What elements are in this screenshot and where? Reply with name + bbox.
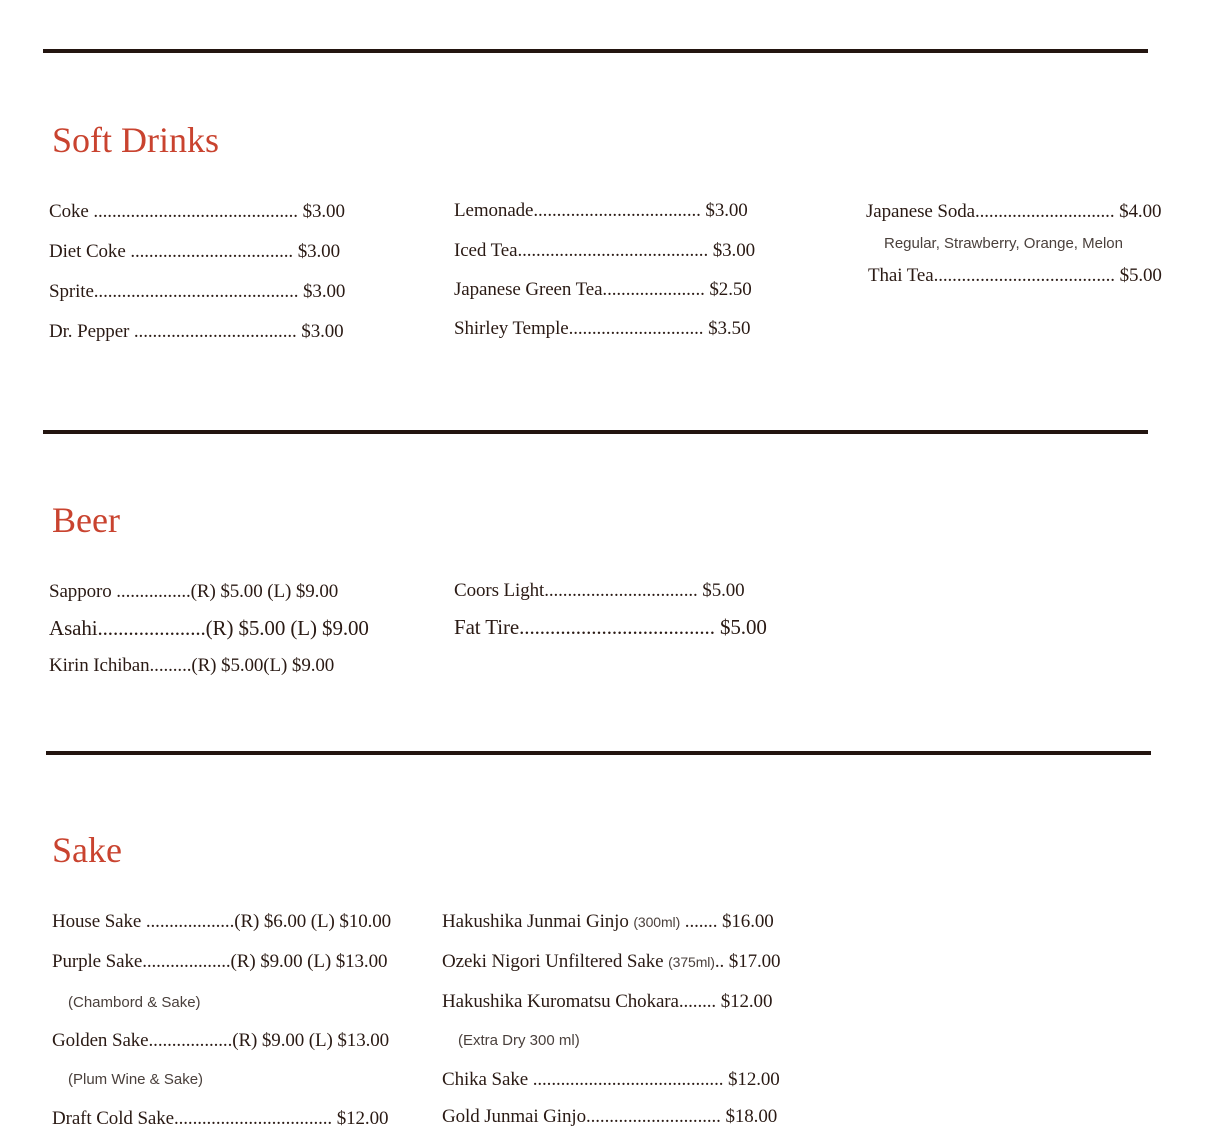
menu-item-sapporo: Sapporo ................(R) $5.00 (L) $9.00 bbox=[49, 581, 339, 602]
hakushika-junmai-ginjo-size: (300ml) bbox=[633, 914, 681, 930]
menu-item-gold-junmai-ginjo: Gold Junmai Ginjo............................. $18.00 bbox=[442, 1106, 778, 1127]
menu-item-purple-sake: Purple Sake...................(R) $9.00 (L) $13.00 bbox=[52, 951, 388, 972]
menu-item-japanese-green-tea: Japanese Green Tea...................... $2.50 bbox=[454, 279, 752, 300]
divider-middle bbox=[43, 430, 1148, 434]
section-title-beer: Beer bbox=[52, 500, 120, 540]
menu-item-hakushika-junmai-ginjo bbox=[442, 910, 774, 934]
menu-item-iced-tea: Iced Tea......................................... $3.00 bbox=[454, 240, 755, 261]
divider-top bbox=[43, 49, 1148, 53]
golden-sake-note: (Plum Wine & Sake) bbox=[68, 1071, 204, 1088]
menu-item-golden-sake: Golden Sake..................(R) $9.00 (L) $13.00 bbox=[52, 1030, 390, 1051]
menu-item-draft-cold-sake: Draft Cold Sake.................................. $12.00 bbox=[52, 1108, 389, 1129]
menu-item-shirley-temple: Shirley Temple............................. $3.50 bbox=[454, 318, 751, 339]
menu-item-lemonade: Lemonade.................................... $3.00 bbox=[454, 200, 748, 221]
menu-item-sprite: Sprite............................................ $3.00 bbox=[49, 281, 346, 302]
hakushika-junmai-ginjo-name: Hakushika Junmai Ginjo bbox=[442, 911, 634, 932]
menu-item-fat-tire: Fat Tire...................................... $5.00 bbox=[454, 615, 767, 639]
menu-item-thai-tea: Thai Tea....................................... $5.00 bbox=[868, 265, 1162, 286]
menu-item-kirin-ichiban: Kirin Ichiban.........(R) $5.00(L) $9.00 bbox=[49, 655, 335, 676]
menu-item-japanese-soda: Japanese Soda.............................. $4.00 bbox=[866, 201, 1162, 222]
menu-item-diet-coke: Diet Coke ................................... $3.00 bbox=[49, 241, 340, 262]
menu-item-hakushika-kuromatsu: Hakushika Kuromatsu Chokara........ $12.00 bbox=[442, 991, 773, 1012]
ozeki-nigori-size: (375ml) bbox=[668, 954, 715, 970]
ozeki-nigori-price: .. $17.00 bbox=[714, 951, 781, 972]
ozeki-nigori-name: Ozeki Nigori Unfiltered Sake bbox=[442, 951, 669, 972]
section-title-soft-drinks: Soft Drinks bbox=[52, 120, 220, 160]
purple-sake-note: (Chambord & Sake) bbox=[68, 994, 201, 1011]
menu-item-dr-pepper: Dr. Pepper ................................... $3.00 bbox=[49, 321, 344, 342]
menu-item-coke: Coke ............................................ $3.00 bbox=[49, 201, 345, 222]
divider-bottom bbox=[46, 751, 1151, 755]
hakushika-junmai-ginjo-price: ....... $16.00 bbox=[680, 911, 774, 932]
menu-item-house-sake: House Sake ...................(R) $6.00 (L) $10.00 bbox=[52, 911, 392, 932]
menu-item-ozeki-nigori bbox=[442, 950, 780, 974]
japanese-soda-flavors: Regular, Strawberry, Orange, Melon bbox=[884, 235, 1123, 252]
section-title-sake: Sake bbox=[52, 830, 122, 870]
kuromatsu-note: (Extra Dry 300 ml) bbox=[458, 1032, 580, 1049]
menu-item-coors-light: Coors Light................................. $5.00 bbox=[454, 580, 745, 601]
menu-item-chika-sake: Chika Sake ......................................... $12.00 bbox=[442, 1069, 780, 1090]
menu-item-asahi: Asahi.....................(R) $5.00 (L) $9.00 bbox=[49, 616, 369, 640]
